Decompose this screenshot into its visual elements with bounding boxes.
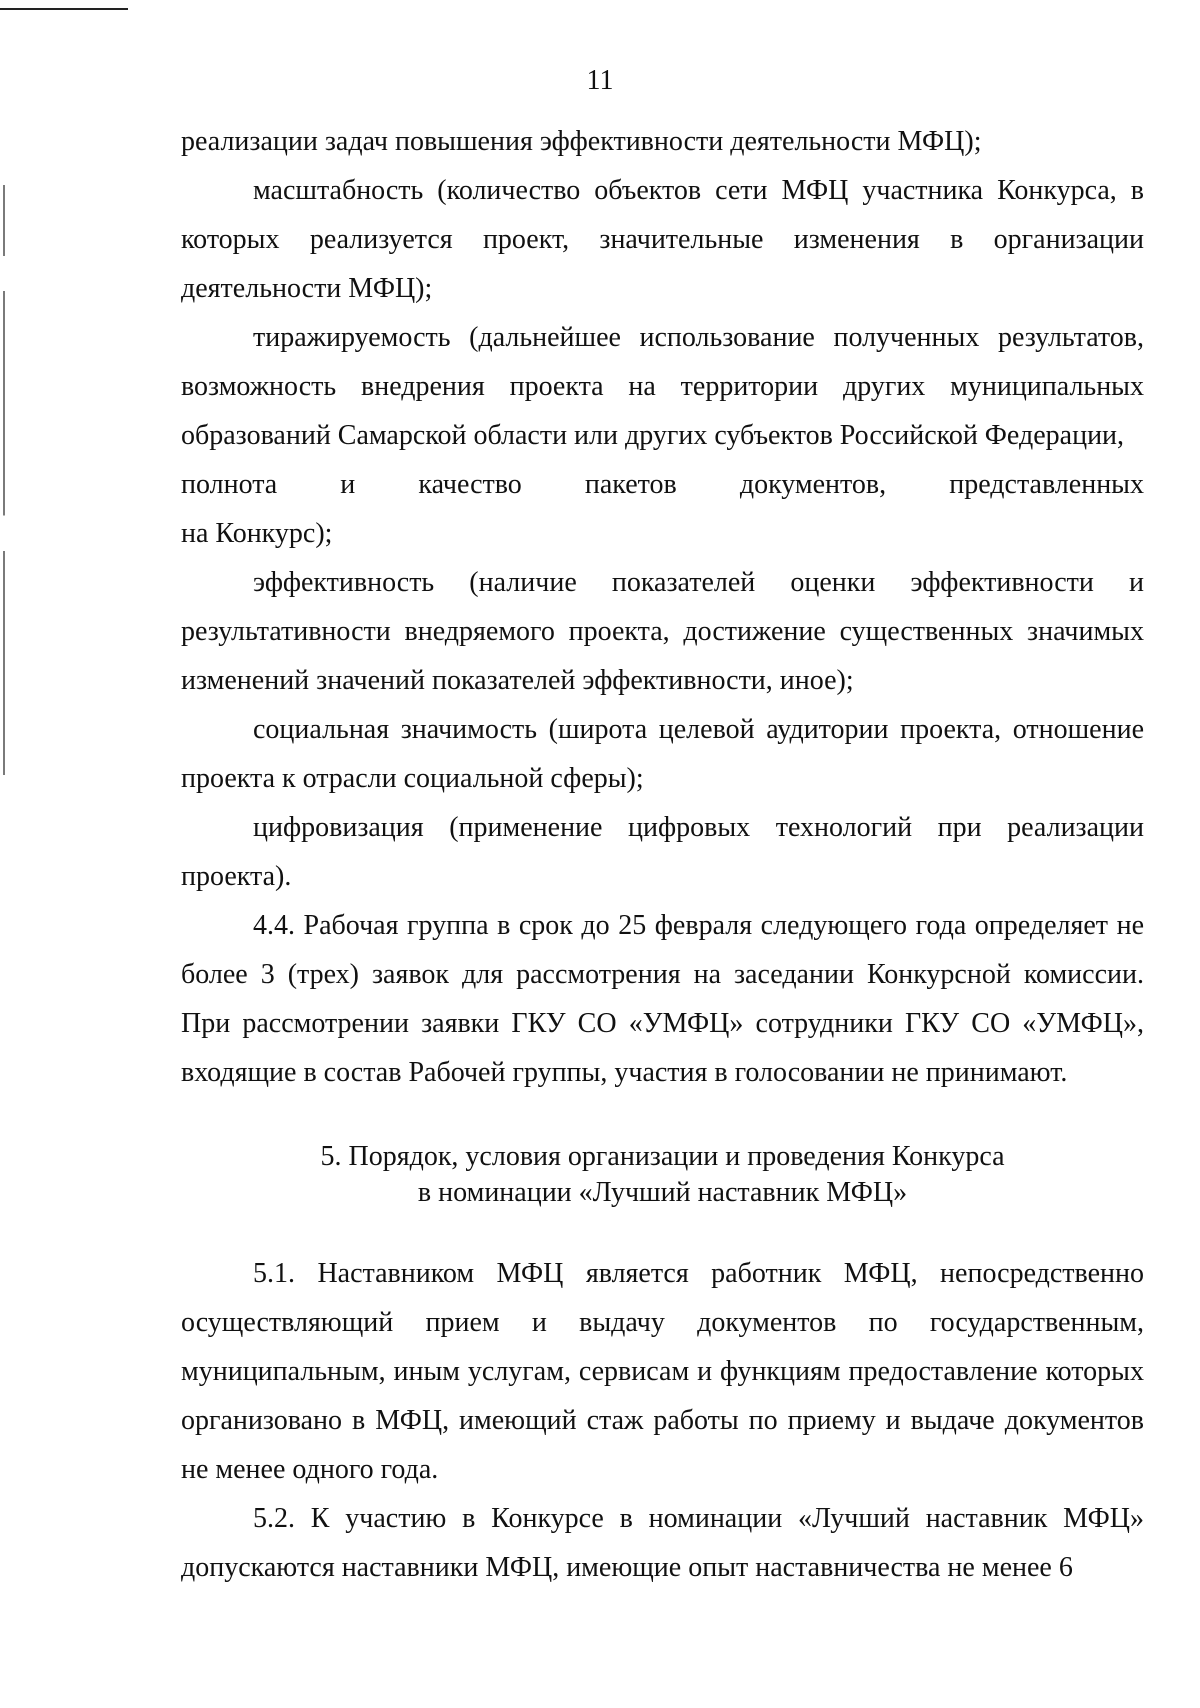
paragraph-package-quality-continuation: на Конкурс); — [181, 518, 333, 549]
paragraph-effectiveness: эффективность (наличие показателей оценки эффективности и результативности внедряемого проекта, достижение существенных значимых изменений значений показателей эффективности, иное); — [181, 567, 1144, 696]
paragraph-mentor-participation: 5.2. К участию в Конкурсе в номинации «Лучший наставник МФЦ» допускаются наставники МФЦ, имеющие опыт наставничества не менее 6 — [181, 1503, 1144, 1583]
paragraph-scalability: масштабность (количество объектов сети МФЦ участника Конкурса, в которых реализуется проект, значительные изменения в организации деятельности МФЦ); — [181, 175, 1144, 304]
section-spacing-before-heading — [181, 1097, 1144, 1139]
section-5-title-line-1: 5. Порядок, условия организации и проведения Конкурса — [320, 1141, 1005, 1172]
paragraph-social-significance: социальная значимость (широта целевой аудитории проекта, отношение проекта к отрасли социальной сферы); — [181, 714, 1144, 794]
paragraph-implementation-tasks: реализации задач повышения эффективности деятельности МФЦ); — [181, 126, 982, 157]
paragraph-working-group: 4.4. Рабочая группа в срок до 25 февраля следующего года определяет не более 3 (трех) заявок для рассмотрения на заседании Конкурсной комиссии. При рассмотрении заявки ГКУ СО «УМФЦ» сотрудники ГКУ СО «УМФЦ», входящие в состав Рабочей группы, участия в голосовании не принимают. — [181, 910, 1144, 1088]
paragraph-replicability: тиражируемость (дальнейшее использование полученных результатов, возможность внедрения проекта на территории других муниципальных образований Самарской области или других субъектов Российской Федерации, — [181, 322, 1144, 451]
page-number: 11 — [586, 65, 614, 96]
paragraph-mentor-definition: 5.1. Наставником МФЦ является работник МФЦ, непосредственно осуществляющий прием и выдачу документов по государственным, муниципальным, иным услугам, сервисам и функциям предоставление которых организовано в МФЦ, имеющий стаж работы по приему и выдаче документов не менее одного года. — [181, 1258, 1144, 1485]
left-binding-rule — [3, 185, 5, 775]
top-scan-rule — [0, 8, 128, 10]
section-5-title-line-2: в номинации «Лучший наставник МФЦ» — [417, 1177, 908, 1208]
paragraph-digitalization: цифровизация (применение цифровых технологий при реализации проекта). — [181, 812, 1144, 892]
paragraph-package-quality: полнота и качество пакетов документов, представленных — [181, 469, 1144, 500]
document-body — [181, 117, 1144, 1592]
section-spacing-after-heading — [181, 1211, 1144, 1249]
